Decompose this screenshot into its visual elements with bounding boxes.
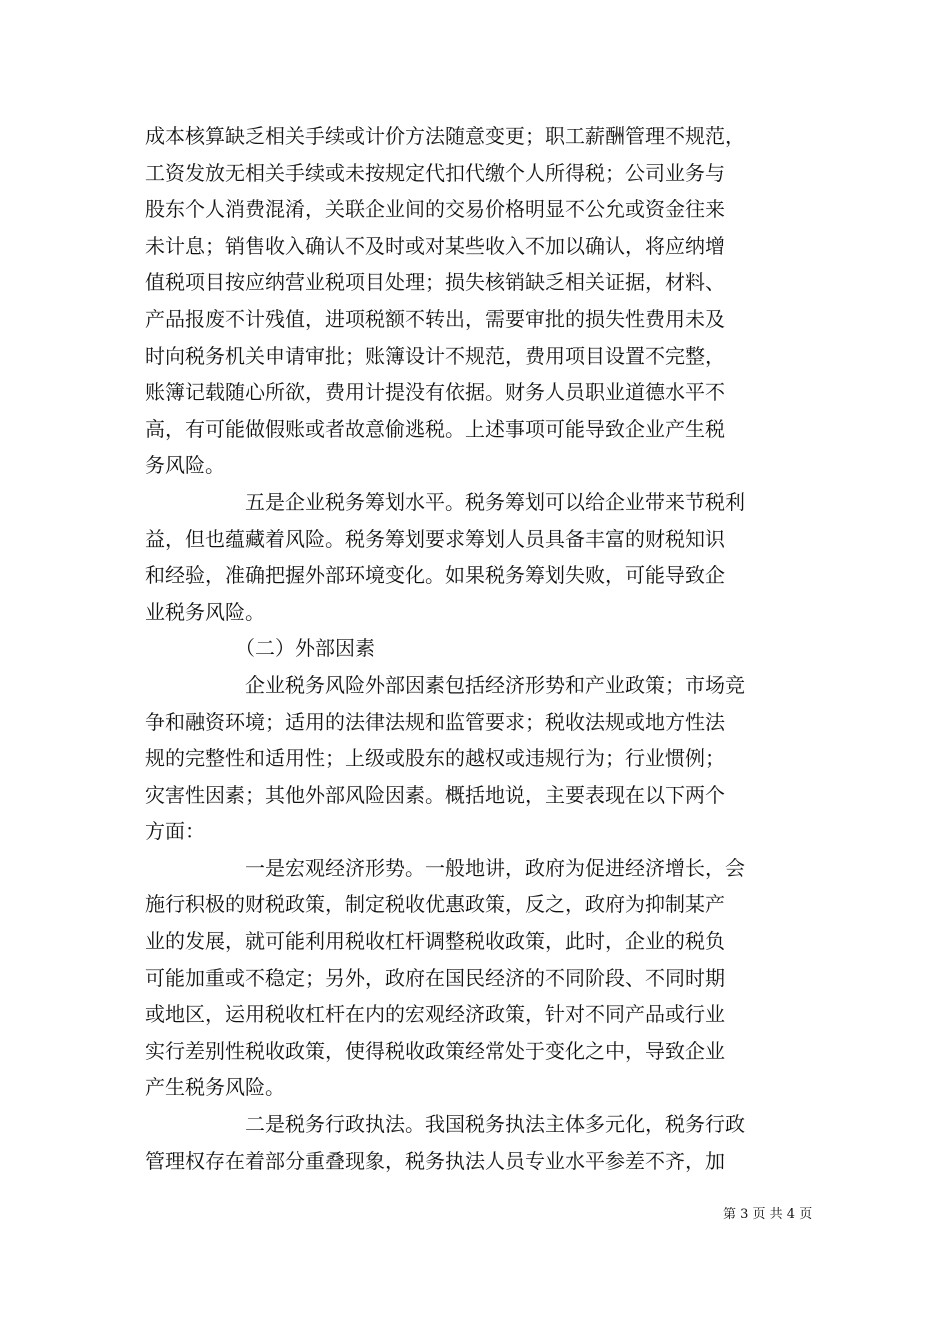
text-line: 灾害性因素；其他外部风险因素。概括地说，主要表现在以下两个 xyxy=(145,782,725,807)
text-line: 业的发展，就可能利用税收杠杆调整税收政策，此时，企业的税负 xyxy=(145,929,725,954)
paragraph-start-line: 企业税务风险外部因素包括经济形势和产业政策；市场竞 xyxy=(245,672,745,697)
paragraph-start-line: 一是宏观经济形势。一般地讲，政府为促进经济增长，会 xyxy=(245,855,745,880)
text-line: 可能加重或不稳定；另外，政府在国民经济的不同阶段、不同时期 xyxy=(145,965,725,990)
section-heading: （二）外部因素 xyxy=(235,636,375,661)
text-line: 股东个人消费混淆，关联企业间的交易价格明显不公允或资金往来 xyxy=(145,197,725,222)
text-line: 施行积极的财税政策，制定税收优惠政策，反之，政府为抑制某产 xyxy=(145,892,725,917)
text-line: 或地区，运用税收杠杆在内的宏观经济政策，针对不同产品或行业 xyxy=(145,1002,725,1027)
text-line: 值税项目按应纳营业税项目处理；损失核销缺乏相关证据，材料、 xyxy=(145,270,725,295)
text-line: 管理权存在着部分重叠现象，税务执法人员专业水平参差不齐，加 xyxy=(145,1148,725,1173)
text-line: 和经验，准确把握外部环境变化。如果税务筹划失败，可能导致企 xyxy=(145,563,725,588)
document-body xyxy=(145,118,810,1179)
text-line: 益，但也蕴藏着风险。税务筹划要求筹划人员具备丰富的财税知识 xyxy=(145,526,725,551)
text-line: 未计息；销售收入确认不及时或对某些收入不加以确认，将应纳增 xyxy=(145,233,725,258)
text-line: 时向税务机关申请审批；账簿设计不规范，费用项目设置不完整， xyxy=(145,343,725,368)
text-line: 争和融资环境；适用的法律法规和监管要求；税收法规或地方性法 xyxy=(145,709,725,734)
text-line: 规的完整性和适用性；上级或股东的越权或违规行为；行业惯例； xyxy=(145,746,725,771)
text-line: 业税务风险。 xyxy=(145,599,265,624)
text-line: 方面： xyxy=(145,819,205,844)
text-line: 务风险。 xyxy=(145,453,225,478)
page-number-footer: 第 3 页 共 4 页 xyxy=(723,1207,813,1222)
paragraph-start-line: 五是企业税务筹划水平。税务筹划可以给企业带来节税利 xyxy=(245,489,745,514)
text-line: 高，有可能做假账或者故意偷逃税。上述事项可能导致企业产生税 xyxy=(145,416,725,441)
text-line: 账簿记载随心所欲，费用计提没有依据。财务人员职业道德水平不 xyxy=(145,380,725,405)
text-line: 成本核算缺乏相关手续或计价方法随意变更；职工薪酬管理不规范， xyxy=(145,124,745,148)
text-line: 工资发放无相关手续或未按规定代扣代缴个人所得税；公司业务与 xyxy=(145,160,725,185)
text-line: 产生税务风险。 xyxy=(145,1075,285,1100)
text-line: 产品报废不计残值，进项税额不转出，需要审批的损失性费用未及 xyxy=(145,306,725,331)
text-line: 实行差别性税收政策，使得税收政策经常处于变化之中，导致企业 xyxy=(145,1038,725,1063)
paragraph-start-line: 二是税务行政执法。我国税务执法主体多元化，税务行政 xyxy=(245,1112,745,1137)
